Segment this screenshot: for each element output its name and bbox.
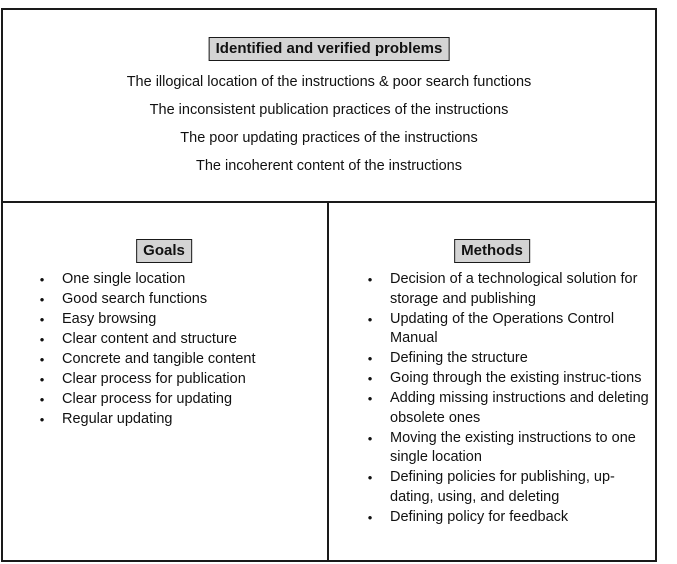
bullet-icon: •	[367, 430, 373, 446]
bullet-icon: •	[39, 372, 45, 387]
problem-item: The poor updating practices of the instructions	[180, 130, 478, 146]
problems-heading: Identified and verified problems	[209, 37, 450, 61]
goal-item	[36, 310, 321, 330]
goals-list	[36, 270, 321, 430]
goal-text: Regular updating	[62, 411, 173, 427]
problem-item: The incoherent content of the instructions	[196, 158, 462, 174]
bullet-icon: •	[39, 312, 45, 327]
bullet-icon: •	[367, 311, 373, 327]
method-item	[364, 369, 653, 389]
diagram-frame	[1, 8, 657, 562]
method-item	[364, 310, 653, 349]
bullet-icon: •	[39, 392, 45, 407]
method-text: Defining policies for publishing, up-dating, using, and deleting	[390, 469, 615, 505]
goal-item	[36, 390, 321, 410]
method-item	[364, 468, 653, 507]
goal-text: Clear process for publication	[62, 371, 246, 387]
goals-panel	[3, 203, 329, 560]
goal-item	[36, 350, 321, 370]
goal-item	[36, 270, 321, 290]
problems-panel	[3, 10, 655, 203]
bullet-icon: •	[39, 332, 45, 347]
bullet-icon: •	[367, 509, 373, 525]
bullet-icon: •	[367, 272, 373, 287]
method-text: Defining policy for feedback	[390, 508, 569, 525]
goal-text: Good search functions	[62, 291, 208, 307]
problem-item: The inconsistent publication practices of the instructions	[149, 102, 509, 118]
methods-list	[364, 270, 653, 528]
goal-text: One single location	[62, 271, 186, 287]
methods-heading: Methods	[454, 239, 530, 263]
method-item	[364, 389, 653, 428]
bullet-icon: •	[367, 391, 373, 406]
bullet-icon: •	[39, 272, 45, 287]
method-item	[364, 429, 653, 468]
method-item	[364, 270, 653, 309]
goal-item	[36, 410, 321, 430]
bullet-icon: •	[39, 412, 45, 427]
method-text: Moving the existing instructions to one single location	[390, 429, 636, 465]
goal-text: Clear process for updating	[62, 391, 233, 407]
goal-item	[36, 330, 321, 350]
method-text: Adding missing instructions and deleting obsolete ones	[390, 390, 649, 426]
goal-item	[36, 370, 321, 390]
bullet-icon: •	[367, 470, 373, 485]
goals-heading: Goals	[136, 239, 192, 263]
method-text: Updating of the Operations Control Manual	[390, 310, 615, 346]
goal-text: Clear content and structure	[62, 331, 237, 347]
goal-text: Concrete and tangible content	[62, 351, 256, 367]
bullet-icon: •	[39, 352, 45, 367]
method-text: Going through the existing instruc-tions	[390, 370, 642, 386]
methods-panel	[329, 203, 655, 560]
goal-text: Easy browsing	[62, 311, 157, 327]
method-item	[364, 508, 653, 528]
method-item	[364, 349, 653, 369]
goal-item	[36, 290, 321, 310]
method-text: Decision of a technological solution for storage and publishing	[390, 271, 638, 307]
bullet-icon: •	[367, 371, 373, 386]
method-text: Defining the structure	[390, 350, 528, 366]
problems-list	[3, 68, 655, 180]
bullet-icon: •	[39, 292, 45, 307]
bullet-icon: •	[367, 351, 373, 366]
problem-item: The illogical location of the instructions & poor search functions	[126, 74, 532, 90]
